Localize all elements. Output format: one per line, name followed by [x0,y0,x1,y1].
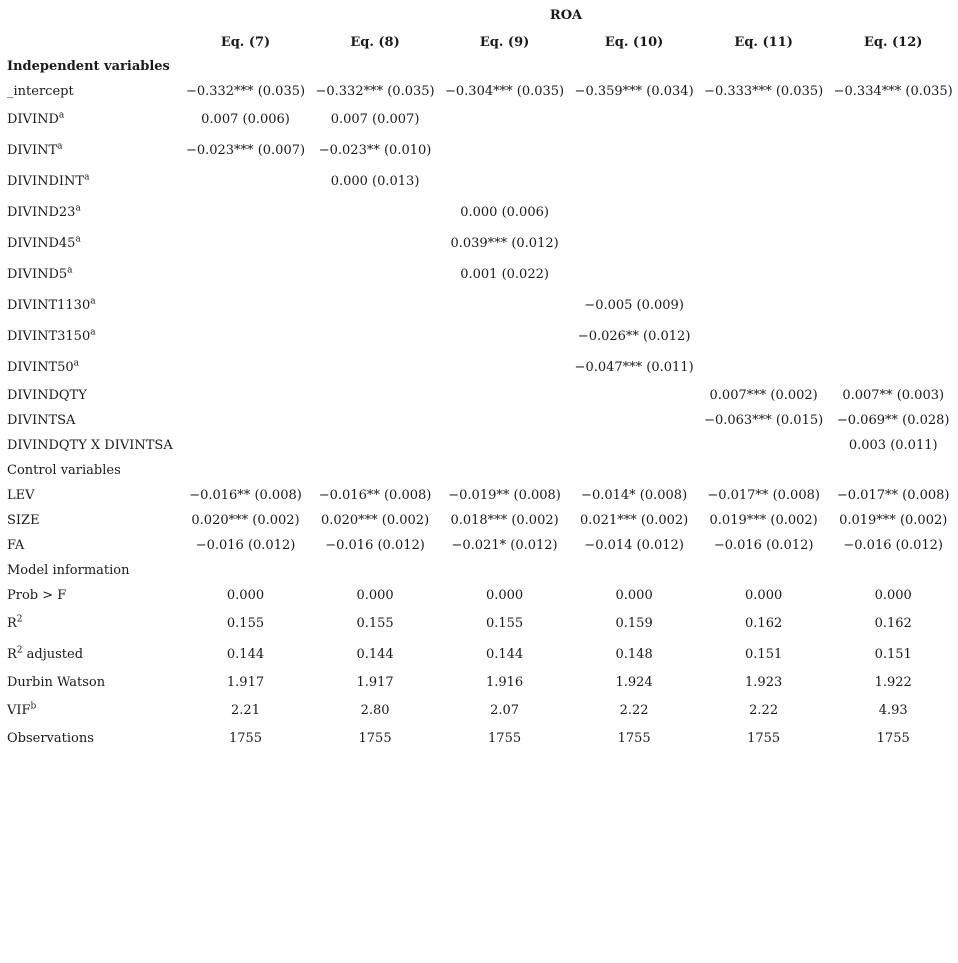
row-label [0,695,181,726]
coefficient-cell [828,54,958,79]
coefficient-cell [440,166,570,197]
coefficient-cell: −0.063*** (0.015) [704,413,824,428]
coefficient-cell: −0.026** (0.012) [577,329,691,344]
column-header: Eq. (9) [479,34,530,50]
dependent-variable-header: ROA [549,8,583,23]
coefficient-cell [181,197,311,228]
coefficient-cell [181,290,311,321]
coefficient-cell: 1.924 [615,675,653,690]
row-label [0,533,181,558]
coefficient-cell: −0.016 (0.012) [843,538,943,553]
table-row [0,608,958,639]
coefficient-cell [699,197,829,228]
coefficient-cell [181,228,311,259]
table-row [0,670,958,695]
coefficient-cell: 0.148 [615,647,653,662]
row-label-text: SIZE [7,513,40,528]
coefficient-cell [181,458,311,483]
coefficient-cell: −0.332*** (0.035) [315,84,435,99]
table-body [0,54,958,751]
coefficient-cell: 0.000 [615,588,653,603]
row-label [0,433,181,458]
coefficient-cell [310,290,440,321]
row-label [0,583,181,608]
coefficient-cell [828,259,958,290]
coefficient-cell: 0.019*** (0.002) [709,513,818,528]
coefficient-cell [699,259,829,290]
table-row [0,558,958,583]
coefficient-cell: 1.916 [485,675,524,690]
coefficient-cell: 0.162 [745,616,783,631]
coefficient-cell [699,166,829,197]
coefficient-cell: −0.023** (0.010) [318,143,432,158]
coefficient-cell [828,228,958,259]
coefficient-cell [181,321,311,352]
row-label-text: LEV [7,488,35,503]
coefficient-cell [310,458,440,483]
coefficient-cell: −0.005 (0.009) [584,298,684,313]
coefficient-cell: −0.021* (0.012) [451,538,558,553]
coefficient-cell [310,197,440,228]
coefficient-cell [440,104,570,135]
coefficient-cell [828,290,958,321]
coefficient-cell [310,228,440,259]
coefficient-cell: 1755 [228,731,263,746]
coefficient-cell: 0.155 [226,616,265,631]
coefficient-cell: −0.069** (0.028) [836,413,950,428]
coefficient-cell: 0.155 [485,616,524,631]
row-label [0,458,181,483]
row-label-superscript: a [67,265,73,276]
row-label-superscript: a [73,358,80,369]
coefficient-cell [828,197,958,228]
coefficient-cell: −0.333*** (0.035) [704,84,824,99]
row-label-text: DIVIND [7,112,59,127]
row-label-superscript: a [57,141,63,152]
row-label-superscript: a [90,327,96,338]
table-row [0,408,958,433]
column-header-row [0,30,958,54]
coefficient-cell: 2.80 [360,703,390,718]
table-row [0,639,958,670]
coefficient-cell [569,259,699,290]
table-row [0,197,958,228]
coefficient-cell: 0.000 (0.013) [330,174,420,189]
coefficient-cell [699,352,829,383]
row-label [0,670,181,695]
table-row [0,54,958,79]
coefficient-cell [440,408,570,433]
coefficient-cell [828,166,958,197]
coefficient-cell [440,54,570,79]
coefficient-cell [828,352,958,383]
coefficient-cell: −0.019** (0.008) [448,488,561,503]
row-label [0,135,181,166]
coefficient-cell: 1755 [488,731,522,746]
coefficient-cell [699,321,829,352]
coefficient-cell: 1.922 [874,675,912,690]
row-label-text: DIVINT [7,143,58,158]
coefficient-cell: 0.020*** (0.002) [320,513,430,528]
corner-cell [0,30,181,54]
coefficient-cell [569,383,699,408]
coefficient-cell: 0.019*** (0.002) [839,513,948,528]
coefficient-cell [181,408,311,433]
coefficient-cell [569,558,699,583]
row-label-text: DIVINDINT [7,174,85,189]
regression-results-table [0,30,958,751]
coefficient-cell [310,54,440,79]
coefficient-cell [569,104,699,135]
row-label [0,352,181,383]
coefficient-cell [828,558,958,583]
coefficient-cell: 1.917 [356,675,394,690]
table-row [0,79,958,104]
coefficient-cell [440,558,570,583]
row-label [0,408,181,433]
row-label-superscript: a [75,234,81,245]
coefficient-cell: 0.000 [485,588,524,603]
coefficient-cell [181,433,311,458]
table-row [0,533,958,558]
coefficient-cell: −0.023*** (0.007) [185,143,306,158]
coefficient-cell: −0.016** (0.008) [318,488,432,503]
coefficient-cell [569,135,699,166]
coefficient-cell [440,352,570,383]
coefficient-cell [310,352,440,383]
row-label [0,639,181,670]
row-label-superscript: a [75,203,81,214]
row-label-superscript: b [30,701,37,712]
table-row [0,259,958,290]
row-label [0,79,181,104]
coefficient-cell: 0.000 (0.006) [460,205,549,220]
row-label-text: R [7,647,17,662]
coefficient-cell [569,166,699,197]
column-header: Eq. (11) [734,34,793,50]
coefficient-cell [310,259,440,290]
coefficient-cell [569,228,699,259]
row-label-superscript: 2 [16,645,23,656]
coefficient-cell: −0.047*** (0.011) [574,360,694,375]
row-label-superscript: a [84,172,90,183]
row-label-text: Independent variables [7,59,170,74]
column-header: Eq. (10) [604,34,664,50]
row-label-superscript: a [58,110,65,121]
coefficient-cell: 0.007** (0.003) [842,388,945,403]
coefficient-cell: −0.014 (0.012) [584,538,684,553]
coefficient-cell [181,166,311,197]
coefficient-cell [440,433,570,458]
row-label [0,259,181,290]
coefficient-cell [699,228,829,259]
table-row [0,458,958,483]
coefficient-cell: −0.016 (0.012) [713,538,814,553]
coefficient-cell: 1755 [617,731,651,746]
row-label-text: VIF [7,703,31,718]
coefficient-cell [310,433,440,458]
coefficient-cell: 0.159 [615,616,653,631]
coefficient-cell [310,408,440,433]
coefficient-cell: −0.304*** (0.035) [445,84,565,99]
row-label-text: DIVIND5 [7,267,68,282]
coefficient-cell: 2.22 [619,703,649,718]
coefficient-cell [828,135,958,166]
coefficient-cell [569,408,699,433]
row-label-superscript: 2 [16,614,23,625]
coefficient-cell: −0.016 (0.012) [195,538,296,553]
coefficient-cell [440,135,570,166]
table-row [0,228,958,259]
row-label-text: DIVIND23 [7,205,76,220]
row-label-text: Control variables [7,463,121,478]
row-label [0,726,181,751]
table-row [0,508,958,533]
row-label-text: DIVINT50 [7,360,74,375]
coefficient-cell [181,54,311,79]
row-label-text: DIVIND45 [7,236,76,251]
table-row [0,104,958,135]
row-label-text: R [7,616,17,631]
coefficient-cell: 0.144 [226,647,265,662]
table-row [0,726,958,751]
table-row [0,433,958,458]
coefficient-cell: 0.018*** (0.002) [450,513,559,528]
coefficient-cell [699,458,829,483]
coefficient-cell: 1755 [747,731,781,746]
coefficient-cell: 0.020*** (0.002) [191,513,300,528]
coefficient-cell [699,558,829,583]
coefficient-cell: 0.039*** (0.012) [450,236,559,251]
row-label [0,508,181,533]
coefficient-cell: 0.151 [745,647,783,662]
coefficient-cell [828,104,958,135]
table-row [0,583,958,608]
coefficient-cell [699,54,829,79]
coefficient-cell [181,558,311,583]
table-row [0,290,958,321]
coefficient-cell [699,433,829,458]
coefficient-cell [310,321,440,352]
coefficient-cell: −0.016 (0.012) [325,538,425,553]
coefficient-cell: −0.017** (0.008) [707,488,820,503]
coefficient-cell: −0.359*** (0.034) [574,84,694,99]
coefficient-cell: 2.22 [749,703,779,718]
row-label-text: DIVINTSA [7,413,76,428]
table-row [0,321,958,352]
coefficient-cell [569,197,699,228]
coefficient-cell: 4.93 [878,703,908,718]
coefficient-cell: −0.016** (0.008) [189,488,302,503]
row-label-text: _intercept [7,84,74,99]
row-label [0,166,181,197]
row-label [0,54,181,79]
coefficient-cell: 0.000 [356,588,394,603]
row-label-text: Observations [7,731,94,746]
coefficient-cell: 0.000 [745,588,783,603]
table-row [0,352,958,383]
row-label [0,290,181,321]
coefficient-cell: 2.07 [490,703,520,718]
coefficient-cell [699,290,829,321]
coefficient-cell: −0.014* (0.008) [581,488,688,503]
coefficient-cell: 1755 [358,731,392,746]
coefficient-cell [699,135,829,166]
row-label-text: DIVINT1130 [7,298,91,313]
row-label [0,608,181,639]
coefficient-cell [440,383,570,408]
coefficient-cell: 0.144 [485,647,524,662]
column-header: Eq. (7) [220,34,271,50]
row-label-superscript: a [90,296,96,307]
row-label-text: Durbin Watson [7,675,106,690]
coefficient-cell [310,383,440,408]
coefficient-cell: 1.923 [745,675,783,690]
coefficient-cell: −0.017** (0.008) [836,488,950,503]
row-label [0,104,181,135]
row-label-text: DIVINT3150 [7,329,91,344]
row-label-text: Model information [7,563,130,578]
coefficient-cell [828,321,958,352]
coefficient-cell [699,104,829,135]
coefficient-cell: 0.162 [874,616,912,631]
column-header: Eq. (8) [350,34,400,50]
coefficient-cell: 0.000 [226,588,265,603]
coefficient-cell: −0.332*** (0.035) [185,84,306,99]
table-row [0,166,958,197]
row-label-suffix: adjusted [22,647,84,662]
coefficient-cell: 0.155 [356,616,394,631]
coefficient-cell: 0.007 (0.007) [330,112,420,127]
coefficient-cell: −0.334*** (0.035) [833,84,953,99]
row-label-text: FA [7,538,25,553]
coefficient-cell [440,321,570,352]
table-row [0,383,958,408]
row-label [0,321,181,352]
row-label-text: Prob > F [7,588,67,603]
table-row [0,135,958,166]
coefficient-cell [569,54,699,79]
coefficient-cell [181,352,311,383]
coefficient-cell [440,290,570,321]
coefficient-cell: 0.144 [356,647,394,662]
row-label [0,558,181,583]
coefficient-cell: 0.151 [874,647,912,662]
coefficient-cell: 2.21 [231,703,260,718]
coefficient-cell [828,458,958,483]
row-label-text: DIVINDQTY X DIVINTSA [7,438,173,453]
row-label [0,383,181,408]
coefficient-cell: 0.007*** (0.002) [709,388,818,403]
coefficient-cell [569,458,699,483]
coefficient-cell [569,433,699,458]
coefficient-cell: 0.021*** (0.002) [580,513,689,528]
coefficient-cell: 0.003 (0.011) [848,438,938,453]
table-row [0,483,958,508]
coefficient-cell [181,259,311,290]
coefficient-cell [310,558,440,583]
coefficient-cell [440,458,570,483]
coefficient-cell [181,383,311,408]
coefficient-cell: 0.007 (0.006) [201,112,290,127]
row-label [0,483,181,508]
column-header: Eq. (12) [863,34,923,50]
row-label [0,228,181,259]
row-label-text: DIVINDQTY [7,388,87,403]
coefficient-cell: 0.000 [874,588,912,603]
coefficient-cell: 0.001 (0.022) [460,267,549,282]
row-label [0,197,181,228]
coefficient-cell: 1.917 [226,675,265,690]
coefficient-cell: 1755 [876,731,910,746]
table-row [0,695,958,726]
